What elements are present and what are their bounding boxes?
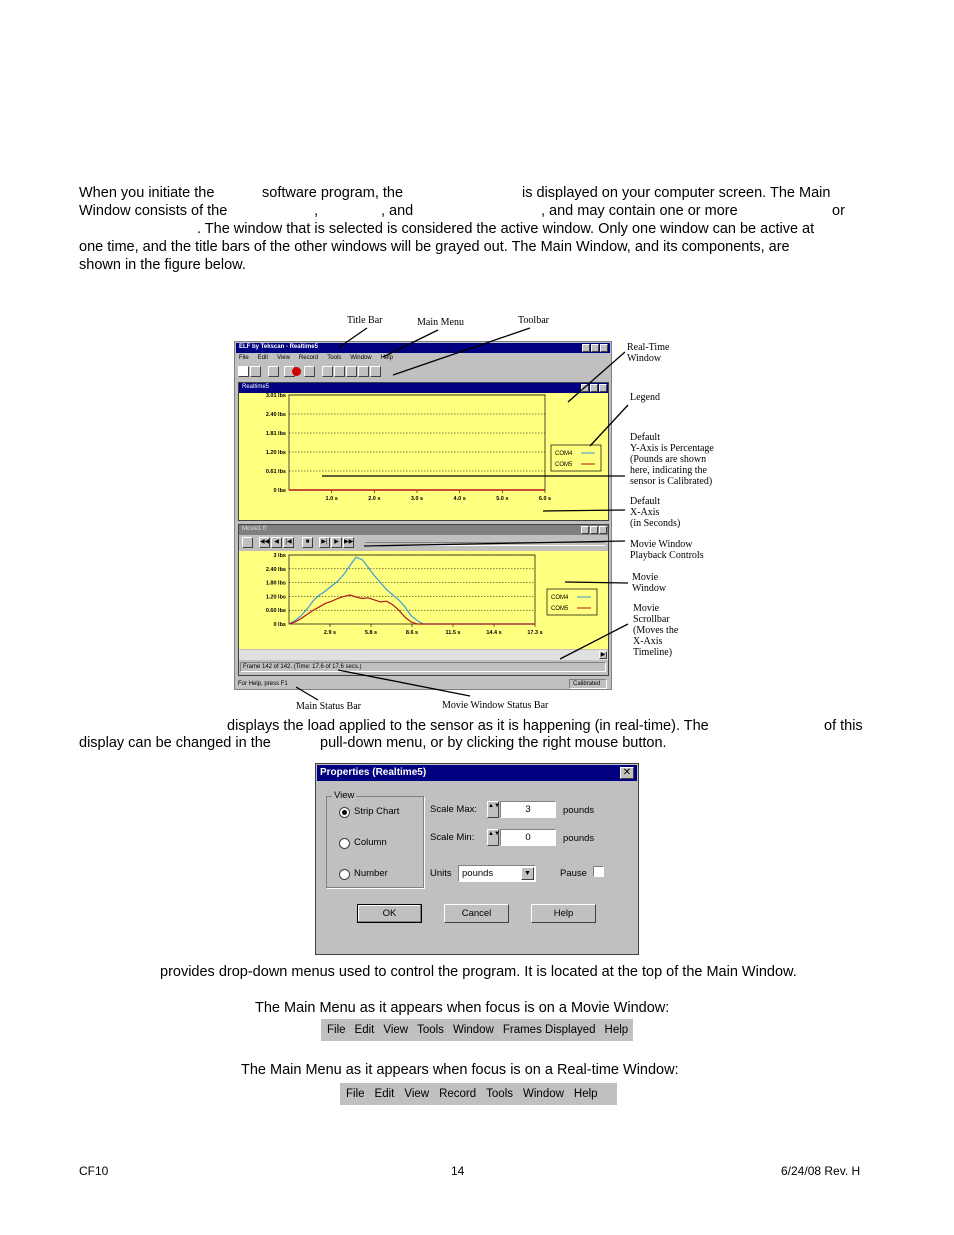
intro-text: is displayed on your computer screen. The Main	[522, 185, 831, 201]
spinner-icon[interactable]: ▲▼	[487, 829, 499, 846]
legend-label-com4: COM4	[555, 451, 573, 457]
radio-icon[interactable]	[339, 838, 350, 849]
desc-text: pull-down menu, or by clicking the right mouse button.	[320, 735, 667, 751]
realtime-menu-caption: The Main Menu as it appears when focus is on a Real-time Window:	[241, 1062, 679, 1078]
y-tick-label: 1.20 lbs	[265, 594, 286, 601]
menu-item[interactable]: Window	[452, 1024, 494, 1036]
tool-icon[interactable]	[322, 366, 333, 377]
x-tick-label: 2.0 s	[368, 496, 381, 502]
realtime-plot-frame	[289, 395, 545, 490]
new-icon[interactable]	[238, 366, 249, 377]
menu-item[interactable]: View	[383, 1024, 409, 1036]
scale-max-input[interactable]: 3	[500, 801, 556, 818]
units-value: pounds	[462, 868, 494, 879]
x-tick-label: 5.0 s	[496, 496, 509, 502]
intro-text: ,	[314, 203, 319, 219]
x-tick-label: 8.6 s	[405, 630, 419, 636]
spinner-icon[interactable]: ▲▼	[487, 801, 499, 818]
radio-label: Column	[354, 837, 387, 848]
realtime-title-bar	[239, 383, 608, 393]
intro-text: shown in the figure below.	[79, 257, 246, 273]
play-icon[interactable]: ▶|	[319, 537, 330, 548]
callout-realtime-window: Real-Time Window	[627, 342, 670, 364]
x-tick-label: 6.0 s	[538, 496, 552, 502]
footer-revision: 6/24/08 Rev. H	[781, 1164, 861, 1178]
callout-toolbar: Toolbar	[518, 315, 549, 326]
menu-item[interactable]: Frames Displayed	[502, 1024, 596, 1036]
stop-icon[interactable]	[304, 366, 315, 377]
play-back-icon[interactable]: |◀	[283, 537, 294, 548]
main-menu-description: provides drop-down menus used to control the program. It is located at the top of the Main Window.	[160, 964, 797, 980]
help-button[interactable]: Help	[531, 904, 596, 923]
y-tick-label: 0.60 lbs	[265, 608, 286, 615]
menu-item[interactable]: Help	[604, 1024, 629, 1036]
callout-legend: Legend	[630, 392, 660, 403]
y-tick-label: 0.61 lbs	[265, 469, 286, 475]
menu-item[interactable]: Record	[439, 1088, 477, 1100]
callout-default-y: Default Y-Axis is Percentage (Pounds are shown here, indicating the sensor is Calibrated)	[630, 432, 714, 487]
maximize-icon[interactable]	[590, 526, 598, 534]
callout-default-x: Default X-Axis (in Seconds)	[630, 496, 681, 529]
y-tick-label: 1.80 lbs	[265, 580, 286, 587]
app-menu-bar	[239, 355, 402, 361]
menu-item[interactable]: Help	[573, 1088, 598, 1100]
menu-item[interactable]: File	[239, 355, 249, 361]
menu-item[interactable]: File	[327, 1024, 346, 1036]
x-tick-label: 11.5 s	[445, 630, 461, 636]
dialog-title-bar	[317, 765, 637, 781]
x-tick-label: 17.3 s	[527, 630, 543, 636]
cancel-button[interactable]: Cancel	[444, 904, 509, 923]
y-tick-label: 0 lbs	[273, 622, 286, 628]
realtime-window[interactable]	[238, 382, 609, 521]
scale-min-label: Scale Min:	[430, 832, 475, 843]
x-tick-label: 4.0 s	[453, 496, 466, 502]
save-icon[interactable]	[242, 537, 253, 548]
intro-paragraph	[79, 184, 869, 274]
menu-item[interactable]: Window	[523, 1088, 564, 1100]
desc-text: displays the load applied to the sensor as it is happening (in real-time). The	[227, 718, 709, 734]
close-icon[interactable]	[599, 526, 607, 534]
maximize-icon[interactable]	[591, 344, 599, 352]
intro-text: . The window that is selected is considered the active window. Only one window can be active at	[197, 221, 815, 237]
scale-min-unit: pounds	[563, 833, 595, 844]
menu-item[interactable]: View	[277, 355, 290, 361]
legend-label-com4: COM4	[551, 595, 569, 601]
tool-icon[interactable]	[346, 366, 357, 377]
callout-movie-scrollbar: Movie Scrollbar (Moves the X-Axis Timeline)	[633, 603, 679, 658]
movie-window[interactable]	[238, 524, 609, 676]
y-tick-label: 0 lbs	[273, 488, 286, 494]
realtime-menu-bar	[340, 1083, 617, 1105]
properties-dialog	[315, 763, 639, 955]
tool-icon[interactable]	[358, 366, 369, 377]
rewind-icon[interactable]: ◀◀	[259, 537, 270, 548]
close-icon[interactable]	[599, 384, 607, 392]
units-select[interactable]	[458, 865, 536, 882]
fast-forward-icon[interactable]: ▶▶	[343, 537, 354, 548]
intro-text: Window consists of the	[79, 203, 228, 219]
minimize-icon[interactable]	[581, 526, 589, 534]
tool-icon[interactable]	[334, 366, 345, 377]
footer-doc-id: CF10	[79, 1164, 109, 1178]
radio-label: Strip Chart	[354, 806, 400, 817]
calibrated-indicator: Calibrated	[569, 679, 607, 689]
movie-scrollbar[interactable]	[239, 650, 608, 660]
minimize-icon[interactable]	[581, 384, 589, 392]
dialog-title: Properties (Realtime5)	[320, 767, 427, 778]
x-tick-label: 5.8 s	[364, 630, 378, 636]
menu-item[interactable]: Help	[380, 355, 393, 361]
y-tick-label: 2.40 lbs	[265, 412, 286, 418]
pause-label: Pause	[560, 868, 587, 879]
scroll-right-icon[interactable]: ▶	[600, 652, 606, 658]
tool-icon[interactable]	[370, 366, 381, 377]
main-status-text: For Help, press F1	[238, 681, 288, 687]
radio-icon[interactable]	[339, 869, 350, 880]
movie-series-com5	[289, 595, 535, 624]
y-tick-label: 3 lbs	[273, 553, 286, 559]
menu-item[interactable]: Edit	[354, 1024, 375, 1036]
menu-item[interactable]: Window	[350, 355, 372, 361]
intro-text: When you initiate the	[79, 185, 215, 201]
x-tick-label: 1.0 s	[325, 496, 338, 502]
app-screenshot	[234, 341, 612, 690]
callout-movie-status-bar: Movie Window Status Bar	[442, 700, 549, 711]
callout-movie-controls: Movie Window Playback Controls	[630, 539, 704, 561]
movie-title-bar	[239, 525, 608, 535]
menu-item[interactable]: Edit	[257, 355, 269, 361]
menu-item[interactable]: Record	[298, 355, 319, 361]
close-icon[interactable]: ✕	[620, 767, 634, 779]
intro-text: one time, and the title bars of the other windows will be grayed out. The Main Window, and its components, are	[79, 239, 790, 255]
movie-chart	[239, 551, 608, 649]
y-tick-label: 3.01 lbs	[265, 393, 286, 399]
radio-label: Number	[354, 868, 388, 879]
view-group-label: View	[334, 790, 355, 801]
movie-series-com4	[289, 557, 535, 624]
ok-button[interactable]: OK	[357, 904, 422, 923]
footer-page-number: 14	[451, 1164, 465, 1178]
playback-slider[interactable]	[365, 542, 605, 546]
desc-text: of this	[824, 718, 863, 734]
realtime-chart	[239, 393, 608, 520]
pause-checkbox[interactable]	[593, 866, 604, 877]
maximize-icon[interactable]	[590, 384, 598, 392]
desc-text: display can be changed in the	[79, 735, 271, 751]
step-forward-icon[interactable]: ▶	[331, 537, 342, 548]
movie-playback-controls	[242, 537, 362, 549]
menu-item[interactable]: Tools	[417, 1024, 444, 1036]
app-title: ELF by Tekscan - Realtime5	[239, 344, 318, 350]
open-icon[interactable]	[250, 366, 261, 377]
app-toolbar	[238, 366, 398, 378]
units-label: Units	[430, 868, 452, 879]
callout-movie-window: Movie Window	[632, 572, 667, 594]
callout-main-menu: Main Menu	[417, 317, 464, 328]
intro-text: or	[832, 203, 845, 219]
movie-title: Movie1.fl	[242, 526, 267, 532]
movie-plot-frame	[289, 555, 535, 624]
stop-icon[interactable]: ■	[302, 537, 313, 548]
callout-title-bar: Title Bar	[347, 315, 383, 326]
callout-main-status-bar: Main Status Bar	[296, 701, 361, 712]
record-icon[interactable]	[292, 367, 301, 376]
y-tick-label: 1.20 lbs	[265, 450, 286, 456]
menu-item[interactable]: File	[346, 1088, 365, 1100]
y-tick-label: 2.40 lbs	[265, 566, 286, 573]
minimize-icon[interactable]	[582, 344, 590, 352]
intro-text: software program, the	[262, 185, 404, 201]
x-tick-label: 2.9 s	[323, 630, 337, 636]
movie-plot-area	[239, 551, 608, 649]
scale-max-label: Scale Max:	[430, 804, 477, 815]
menu-item[interactable]: Edit	[374, 1088, 395, 1100]
legend-label-com5: COM5	[555, 462, 573, 468]
intro-text: , and	[381, 203, 414, 219]
movie-menu-caption: The Main Menu as it appears when focus is on a Movie Window:	[255, 1000, 670, 1016]
x-tick-label: 14.4 s	[486, 630, 502, 636]
movie-status-bar: Frame 142 of 142. (Time: 17.6 of 17.6 secs.)	[240, 662, 606, 672]
chevron-down-icon[interactable]: ▼	[521, 867, 534, 880]
copy-icon[interactable]	[268, 366, 279, 377]
scale-max-unit: pounds	[563, 805, 595, 816]
intro-text: , and may contain one or more	[541, 203, 738, 219]
scale-min-input[interactable]: 0	[500, 829, 556, 846]
app-title-bar	[236, 343, 610, 353]
menu-item[interactable]: Tools	[486, 1088, 514, 1100]
step-back-icon[interactable]: ◀	[271, 537, 282, 548]
menu-item[interactable]: Tools	[327, 355, 342, 361]
close-icon[interactable]	[600, 344, 608, 352]
x-tick-label: 3.0 s	[410, 496, 424, 502]
movie-menu-bar	[321, 1019, 633, 1041]
realtime-title: Realtime5	[242, 384, 270, 390]
menu-item[interactable]: View	[404, 1088, 430, 1100]
radio-icon[interactable]	[339, 807, 350, 818]
y-tick-label: 1.81 lbs	[265, 431, 286, 437]
view-group	[326, 790, 424, 888]
legend-label-com5: COM5	[551, 606, 569, 612]
